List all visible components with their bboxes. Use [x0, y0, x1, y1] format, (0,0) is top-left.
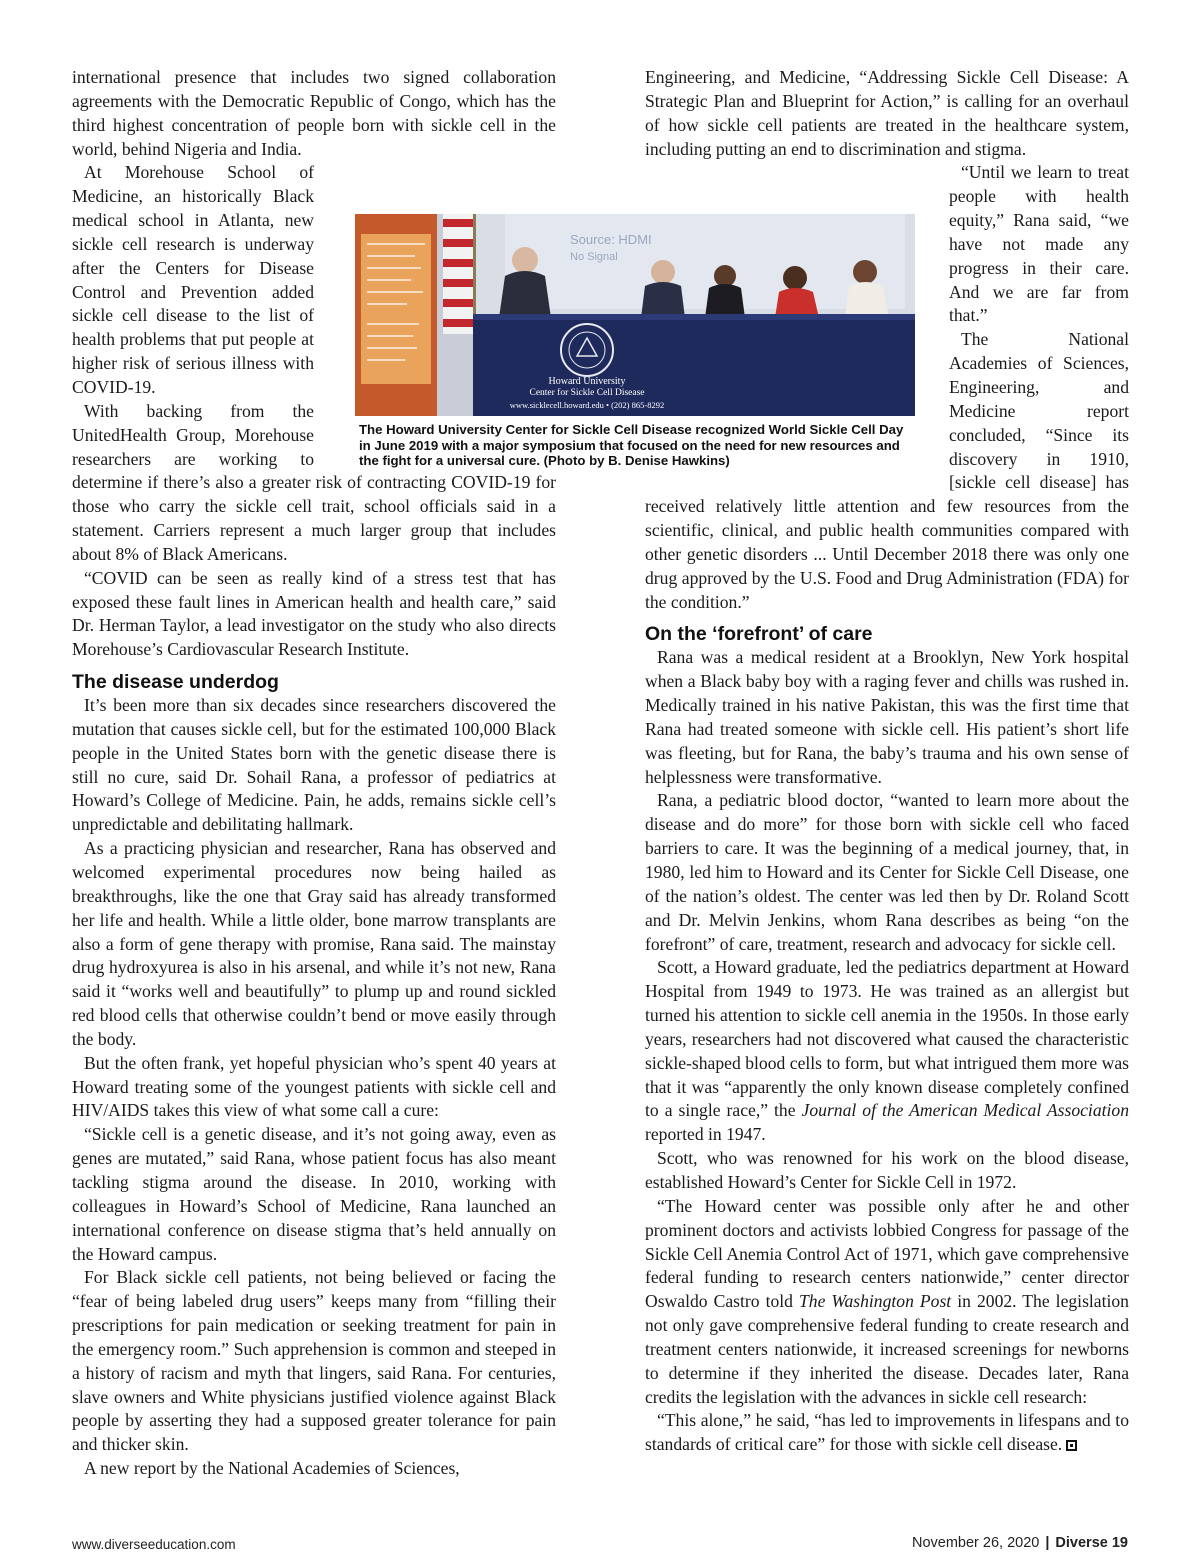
- paragraph-text: Scott, a Howard graduate, led the pediatrics department at Howard Hospital from 1949 to 1973. He was trained as an allergist but turned his attention to sickle cell anemia in the 1950s. In those early years, researchers had not discovered what caused the characteristic sickle-shaped blood cells to form, but what intrigued them more was that it was “apparently the only known disease completely confined to a single race,” the: [645, 957, 1129, 1121]
- footer-info: [912, 1535, 1128, 1551]
- screen-text: No Signal: [570, 251, 618, 263]
- banner-text: www.sicklecell.howard.edu • (202) 865-8292: [509, 400, 665, 410]
- footer-separator: |: [1045, 1535, 1050, 1551]
- banner-text: Center for Sickle Cell Disease: [529, 388, 645, 398]
- paragraph: “COVID can be seen as really kind of a stress test that has exposed these fault lines in American health and health care,” said Dr. Herman Taylor, a lead investigator on the study who also directs Morehouse’s Cardiovascular Research Institute.: [72, 567, 556, 660]
- symposium-photo: [355, 214, 915, 416]
- paragraph: The National Academies of Sciences, Engineering, and Medicine report concluded, “Since its discovery in 1910, [sickle cell disease] has received relatively little attention and few resources from the scientific, clinical, and public health communities compared with other genetic disorders ... Until December 2018 there was only one drug approved by the U.S. Food and Drug Administration (FDA) for the condition.”: [645, 329, 1129, 612]
- paragraph: international presence that includes two signed collaboration agreements with the Democratic Republic of Congo, which has the third highest concentration of people born with sickle cell in the world, behind Nigeria and India.: [72, 67, 556, 159]
- paragraph: Scott, who was renowned for his work on the blood disease, established Howard’s Center for Sickle Cell in 1972.: [645, 1148, 1129, 1192]
- paragraph: As a practicing physician and researcher, Rana has observed and welcomed experimental procedures now being hailed as breakthroughs, like the one that Gray said has already transformed her life and health. While a little older, bone marrow transplants are also a form of gene therapy with promise, Rana said. The mainstay drug hydroxyurea is also in his arsenal, and while it’s not new, Rana said it “works well and beautifully” to plump up and round sickled red blood cells that otherwise couldn’t bend or move easily through the body.: [72, 838, 556, 1049]
- end-of-article-icon: [1066, 1440, 1077, 1451]
- paragraph: Engineering, and Medicine, “Addressing Sickle Cell Disease: A Strategic Plan and Blueprint for Action,” is calling for an overhaul of how sickle cell patients are treated in the healthcare system, including putting an end to discrimination and stigma.: [645, 67, 1129, 159]
- paragraph: At Morehouse School of Medicine, an historically Black medical school in Atlanta, new sickle cell research is underway after the Centers for Disease Control and Prevention added sickle cell disease to the list of health problems that put people at higher risk of serious illness with COVID-19.: [72, 162, 314, 397]
- paragraph: It’s been more than six decades since researchers discovered the mutation that causes sickle cell, but for the estimated 100,000 Black people in the United States born with the genetic disease there is still no cure, said Dr. Sohail Rana, a professor of pediatrics at Howard’s College of Medicine. Pain, he adds, remains sickle cell’s unpredictable and debilitating hallmark.: [72, 695, 556, 835]
- paragraph: For Black sickle cell patients, not being believed or facing the “fear of being labeled drug users” keeps many from “filling their prescriptions for pain medication or seeking treatment for pain in the emergency room.” Such apprehension is common and steeped in a history of racism and myth that lingers, said Rana. For centuries, slave owners and White physicians justified violence against Black people by asserting they had a supposed greater tolerance for pain and thicker skin.: [72, 1267, 556, 1455]
- paragraph-text: reported in 1947.: [645, 1124, 766, 1145]
- paragraph: Rana, a pediatric blood doctor, “wanted to learn more about the disease and do more” for those born with sickle cell who faced barriers to care. It was the beginning of a medical journey, that, in 1980, led him to Howard and its Center for Sickle Cell Disease, one of the nation’s oldest. The center was led then by Dr. Roland Scott and Dr. Melvin Jenkins, whom Rana describes as being “on the forefront” of care, treatment, research and advocacy for sickle cell.: [645, 790, 1129, 954]
- page-number: 19: [1111, 1535, 1128, 1551]
- paragraph: [645, 1195, 1129, 1410]
- paragraph-text: in 2002. The legislation not only gave comprehensive federal funding to create research and treatment centers nationwide, it increased screenings for newborns to determine if they inherited the disease. Decades later, Rana credits the legislation with the advances in sickle cell research:: [645, 1291, 1129, 1407]
- footer-url[interactable]: www.diverseeducation.com: [72, 1537, 236, 1552]
- journal-title: Journal of the American Medical Association: [801, 1100, 1129, 1121]
- paragraph-text: “The Howard center was possible only after he and other prominent doctors and activists lobbied Congress for passage of the Sickle Cell Anemia Control Act of 1971, which gave comprehensive federal funding to research centers nationwide,” center director Oswaldo Castro told: [645, 1195, 1129, 1312]
- banner-text: Howard University: [548, 376, 626, 387]
- section-heading: On the ‘forefront’ of care: [645, 623, 873, 646]
- paragraph: [645, 956, 1129, 1147]
- screen-text: Source: HDMI: [570, 232, 652, 247]
- photo-figure: [355, 214, 915, 470]
- paragraph: But the often frank, yet hopeful physician who’s spent 40 years at Howard treating some of the youngest patients with sickle cell and HIV/AIDS takes this view of what some call a cure:: [72, 1052, 556, 1121]
- paragraph: “Sickle cell is a genetic disease, and it’s not going away, even as genes are mutated,” said Rana, whose patient focus has also meant tackling stigma around the disease. In 2010, working with colleagues in Howard’s School of Medicine, Rana launched an international conference on disease stigma that’s held annually on the Howard campus.: [72, 1124, 556, 1264]
- photo-caption: The Howard University Center for Sickle Cell Disease recognized World Sickle Cell Day in June 2019 with a major symposium that focused on the need for new resources and the fight for a universal cure. (Photo by B. Denise Hawkins): [359, 422, 904, 468]
- paragraph: With backing from the UnitedHealth Group, Morehouse researchers are working to determine if there’s also a greater risk of contracting COVID-19 for those who carry the sickle cell trait, school officials said in a statement. Carriers represent a much larger group that includes about 8% of Black Americans.: [72, 400, 556, 564]
- paragraph: Rana was a medical resident at a Brooklyn, New York hospital when a Black baby boy with a raging fever and chills was rushed in. Medically trained in his native Pakistan, this was the first time that Rana had treated someone with sickle cell. His patient’s short life was fleeting, but for Rana, the baby’s trauma and his own sense of helplessness were transformative.: [645, 647, 1129, 787]
- section-heading: The disease underdog: [72, 671, 279, 694]
- newspaper-title: The Washington Post: [799, 1291, 952, 1312]
- paragraph-text: “This alone,” he said, “has led to improvements in lifespans and to standards of critical care” for those with sickle cell disease.: [645, 1410, 1129, 1455]
- issue-date: November 26, 2020: [912, 1535, 1040, 1551]
- publication-name: Diverse: [1055, 1535, 1108, 1551]
- paragraph: “Until we learn to treat people with health equity,” Rana said, “we have not made any progress in their care. And we are far from that.”: [949, 162, 1129, 326]
- paragraph: [645, 1409, 1129, 1457]
- paragraph: A new report by the National Academies of Sciences,: [84, 1458, 460, 1479]
